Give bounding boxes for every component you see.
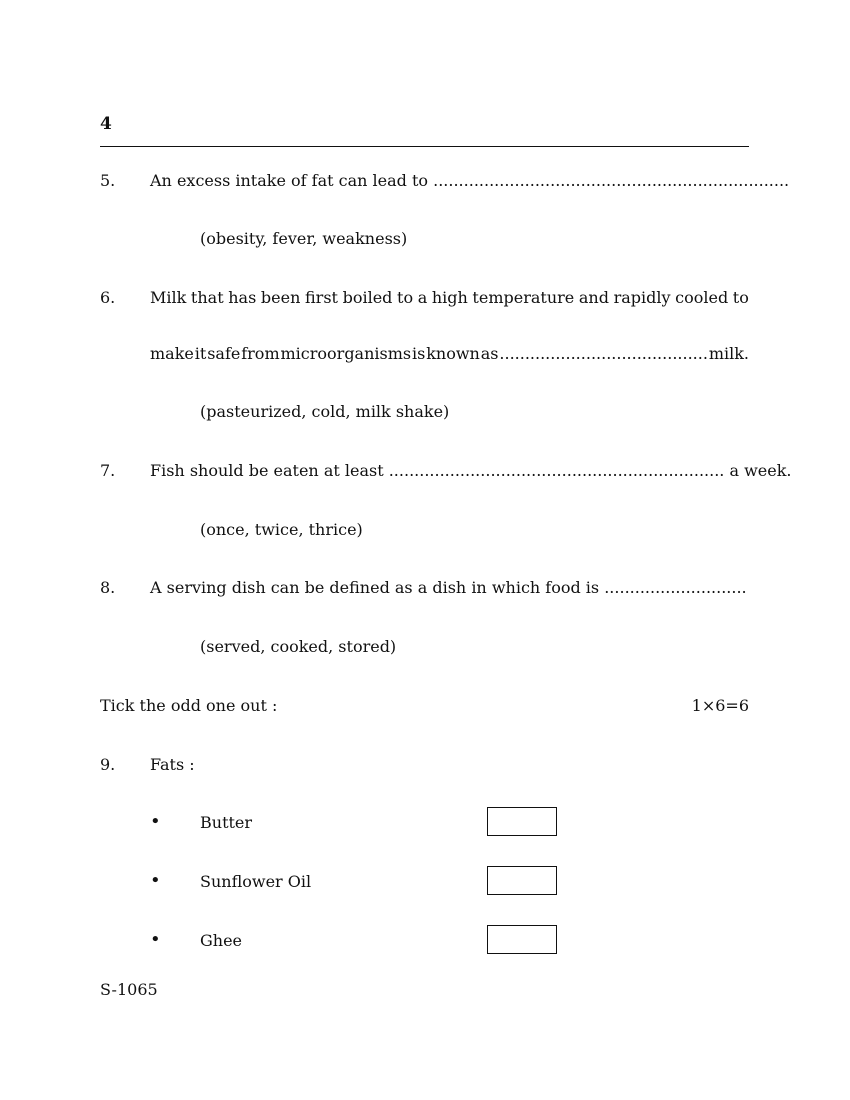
word: high	[431, 288, 468, 307]
page-number: 4	[100, 114, 112, 134]
blank-answer-line: .........................................	[499, 344, 708, 363]
word: as	[480, 344, 499, 363]
word: that	[190, 288, 224, 307]
word: is	[412, 344, 426, 363]
question-6-number: 6.	[100, 288, 116, 307]
word: milk.	[708, 344, 749, 363]
word: safe	[207, 344, 241, 363]
word: it	[194, 344, 207, 363]
question-7-number: 7.	[100, 461, 116, 480]
word: rapidly	[613, 288, 671, 307]
question-5-number: 5.	[100, 171, 116, 190]
header-rule	[100, 146, 749, 147]
question-9-number: 9.	[100, 755, 116, 774]
bullet-icon: •	[150, 811, 161, 832]
word: boiled	[342, 288, 393, 307]
word: to	[732, 288, 749, 307]
question-6-line-2	[150, 344, 749, 363]
paper-code: S-1065	[100, 980, 158, 999]
word: has	[228, 288, 257, 307]
word: Milk	[150, 288, 187, 307]
question-8-text: A serving dish can be defined as a dish in which food is ............................	[150, 578, 747, 597]
word: microorganisms	[280, 344, 412, 363]
question-8-number: 8.	[100, 578, 116, 597]
word: cooled	[675, 288, 729, 307]
tick-box-butter[interactable]	[487, 807, 557, 836]
word: make	[150, 344, 194, 363]
word: from	[241, 344, 280, 363]
tick-box-sunflower-oil[interactable]	[487, 866, 557, 895]
word: known	[426, 344, 480, 363]
bullet-icon: •	[150, 870, 161, 891]
question-5-options: (obesity, fever, weakness)	[200, 229, 408, 248]
word: temperature	[472, 288, 575, 307]
question-8-options: (served, cooked, stored)	[200, 637, 397, 656]
option-sunflower-oil: Sunflower Oil	[200, 872, 312, 891]
bullet-icon: •	[150, 929, 161, 950]
tick-box-ghee[interactable]	[487, 925, 557, 954]
word: a	[417, 288, 428, 307]
section-marks: 1×6=6	[691, 696, 749, 715]
question-7-options: (once, twice, thrice)	[200, 520, 363, 539]
word: been	[260, 288, 301, 307]
question-6-line-1	[150, 288, 749, 307]
question-9-title: Fats :	[150, 755, 195, 774]
word: first	[305, 288, 338, 307]
option-ghee: Ghee	[200, 931, 243, 950]
option-butter: Butter	[200, 813, 253, 832]
word: to	[397, 288, 414, 307]
section-instruction: Tick the odd one out :	[100, 696, 278, 715]
question-7-text: Fish should be eaten at least .................................................................. a week.	[150, 461, 792, 480]
word: and	[578, 288, 609, 307]
question-6-options: (pasteurized, cold, milk shake)	[200, 402, 450, 421]
question-5-text: An excess intake of fat can lead to ......................................................................	[150, 171, 790, 190]
